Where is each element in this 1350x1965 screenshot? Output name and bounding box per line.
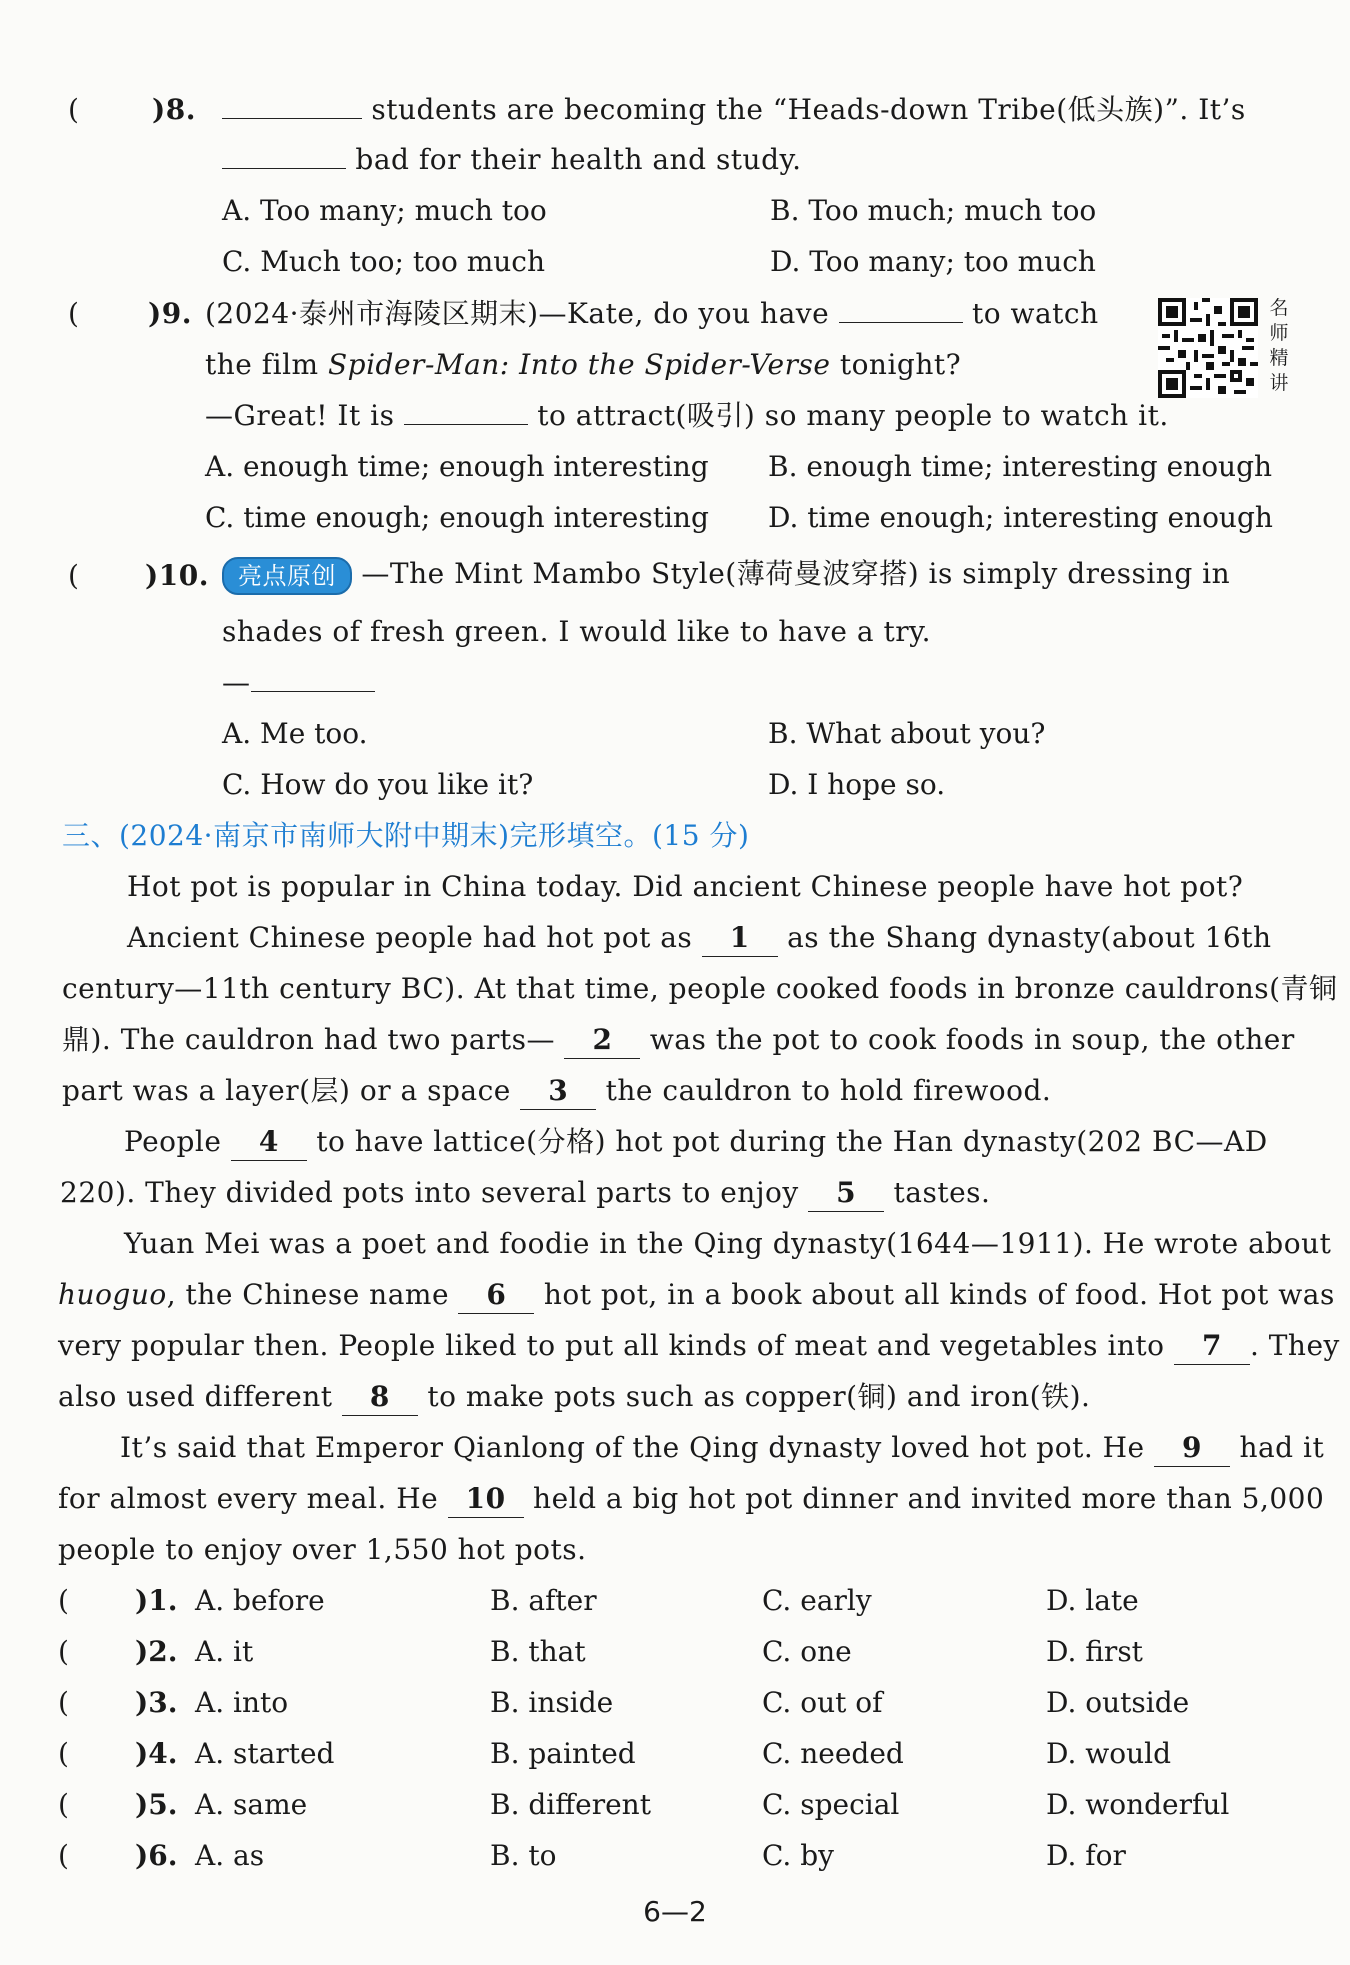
q9-text1b: to watch	[971, 297, 1099, 330]
q9-stem-line1	[205, 296, 1099, 332]
choice-option-b: B. to	[490, 1839, 557, 1872]
text: . They	[1249, 1329, 1340, 1362]
cloze-blank-3: 3	[520, 1073, 596, 1110]
text: to have lattice(分格) hot pot during the Han dynasty(202 BC—AD	[316, 1125, 1268, 1158]
choice-paren: (	[58, 1686, 69, 1719]
text: held a big hot pot dinner and invited more than 5,000	[533, 1482, 1325, 1515]
choice-number: )3.	[135, 1686, 178, 1719]
answer-blank	[251, 665, 375, 692]
choice-option-b: B. that	[490, 1635, 586, 1668]
side-char: 精	[1269, 347, 1289, 369]
dash: —	[222, 666, 251, 699]
passage-line	[120, 1430, 1324, 1467]
choice-option-c: C. needed	[762, 1737, 904, 1770]
choice-option-b: B. inside	[490, 1686, 614, 1719]
choice-option-b: B. after	[490, 1584, 597, 1617]
q9-stem-line2	[205, 347, 961, 383]
q9-option-a: A. enough time; enough interesting	[205, 450, 709, 483]
choice-paren: (	[58, 1788, 69, 1821]
side-char: 师	[1269, 322, 1289, 344]
choice-option-a: A. it	[195, 1635, 254, 1668]
choice-option-c: C. early	[762, 1584, 872, 1617]
passage-line	[58, 1277, 1335, 1314]
text: 鼎). The cauldron had two parts—	[62, 1023, 556, 1056]
text: part was a layer(层) or a space	[62, 1074, 511, 1107]
answer-blank	[839, 296, 963, 323]
choice-number: )6.	[135, 1839, 178, 1872]
q8-option-d: D. Too many; too much	[770, 245, 1096, 278]
choice-option-b: B. painted	[490, 1737, 636, 1770]
choice-paren: (	[58, 1635, 69, 1668]
q10-option-b: B. What about you?	[768, 717, 1046, 750]
choice-option-c: C. special	[762, 1788, 900, 1821]
teacher-lecture-label	[1266, 296, 1292, 396]
q8-paren: (	[68, 93, 80, 126]
text: was the pot to cook foods in soup, the other	[649, 1023, 1295, 1056]
q9-text2a: the film	[205, 348, 319, 381]
choice-option-d: D. would	[1046, 1737, 1171, 1770]
answer-blank	[222, 92, 362, 119]
choice-option-d: D. first	[1046, 1635, 1143, 1668]
text: hot pot, in a book about all kinds of food. Hot pot was	[543, 1278, 1335, 1311]
q9-text3a: —Great! It is	[205, 399, 395, 432]
cloze-blank-4: 4	[231, 1124, 307, 1161]
q10-text1: —The Mint Mambo Style(薄荷曼波穿搭) is simply dressing in	[361, 557, 1231, 590]
cloze-blank-2: 2	[564, 1022, 640, 1059]
cloze-blank-9: 9	[1154, 1430, 1230, 1467]
side-char: 讲	[1269, 372, 1289, 394]
cloze-blank-1: 1	[702, 920, 778, 957]
choice-option-a: A. before	[195, 1584, 325, 1617]
q9-film-title: Spider-Man: Into the Spider-Verse	[328, 348, 831, 381]
q8-stem-line1	[222, 92, 1246, 128]
choice-number: )4.	[135, 1737, 178, 1770]
passage-line	[58, 1328, 1340, 1365]
cloze-blank-6: 6	[458, 1277, 534, 1314]
text: to make pots such as copper(铜) and iron(铁).	[427, 1380, 1091, 1413]
q9-number: )9.	[148, 297, 192, 330]
passage-line	[124, 1124, 1268, 1161]
passage-line: century—11th century BC). At that time, people cooked foods in bronze cauldrons(青铜	[62, 972, 1338, 1005]
passage-line	[62, 1022, 1295, 1059]
text: very popular then. People liked to put all kinds of meat and vegetables into	[58, 1329, 1165, 1362]
text: for almost every meal. He	[58, 1482, 439, 1515]
q9-option-c: C. time enough; enough interesting	[205, 501, 709, 534]
passage-line: Yuan Mei was a poet and foodie in the Qing dynasty(1644—1911). He wrote about	[124, 1227, 1332, 1260]
cloze-blank-8: 8	[342, 1379, 418, 1416]
choice-option-a: A. into	[195, 1686, 289, 1719]
q10-stem-line1	[222, 556, 1230, 595]
answer-blank	[222, 142, 346, 169]
text: as the Shang dynasty(about 16th	[787, 921, 1272, 954]
q9-option-d: D. time enough; interesting enough	[768, 501, 1273, 534]
cloze-blank-10: 10	[448, 1481, 524, 1518]
text: It’s said that Emperor Qianlong of the Qing dynasty loved hot pot. He	[120, 1431, 1145, 1464]
passage-line	[127, 920, 1272, 957]
text: tastes.	[893, 1176, 991, 1209]
choice-number: )2.	[135, 1635, 178, 1668]
answer-blank	[404, 398, 528, 425]
choice-option-d: D. late	[1046, 1584, 1139, 1617]
passage-line: people to enjoy over 1,550 hot pots.	[58, 1533, 587, 1566]
q10-option-c: C. How do you like it?	[222, 768, 534, 801]
q10-stem-line3	[222, 665, 375, 701]
q8-option-b: B. Too much; much too	[770, 194, 1097, 227]
choice-option-a: A. same	[195, 1788, 308, 1821]
passage-line	[62, 1073, 1051, 1110]
q9-option-b: B. enough time; interesting enough	[768, 450, 1273, 483]
q10-number: )10.	[145, 559, 209, 592]
choice-option-d: D. outside	[1046, 1686, 1190, 1719]
choice-option-c: C. one	[762, 1635, 852, 1668]
text: Ancient Chinese people had hot pot as	[127, 921, 693, 954]
q8-stem-line2	[222, 142, 802, 178]
q9-text2b: tonight?	[839, 348, 962, 381]
q8-number: )8.	[152, 93, 196, 126]
q10-option-d: D. I hope so.	[768, 768, 946, 801]
q9-paren: (	[68, 297, 80, 330]
choice-paren: (	[58, 1839, 69, 1872]
text: , the Chinese name	[166, 1278, 450, 1311]
text: had it	[1239, 1431, 1325, 1464]
passage-line	[58, 1481, 1324, 1518]
q8-option-c: C. Much too; too much	[222, 245, 546, 278]
q10-stem-line2: shades of fresh green. I would like to have a try.	[222, 615, 932, 648]
q10-paren: (	[68, 559, 80, 592]
choice-option-a: A. as	[195, 1839, 265, 1872]
q8-option-a: A. Too many; much too	[222, 194, 547, 227]
side-char: 名	[1269, 297, 1289, 319]
choice-paren: (	[58, 1737, 69, 1770]
choice-paren: (	[58, 1584, 69, 1617]
choice-option-c: C. out of	[762, 1686, 883, 1719]
passage-line	[60, 1175, 990, 1212]
choice-option-b: B. different	[490, 1788, 651, 1821]
cloze-blank-7: 7	[1174, 1328, 1250, 1365]
original-badge: 亮点原创	[222, 557, 352, 595]
section-heading: 三、(2024·南京市南师大附中期末)完形填空。(15 分)	[62, 819, 750, 852]
italic-word: huoguo	[58, 1278, 167, 1311]
q8-text1: students are becoming the “Heads-down Tribe(低头族)”. It’s	[371, 93, 1246, 126]
choice-option-d: D. for	[1046, 1839, 1126, 1872]
qr-code-icon[interactable]	[1158, 298, 1258, 398]
choice-number: )1.	[135, 1584, 178, 1617]
text: 220). They divided pots into several parts to enjoy	[60, 1176, 799, 1209]
text: People	[124, 1125, 222, 1158]
cloze-blank-5: 5	[808, 1175, 884, 1212]
choice-number: )5.	[135, 1788, 178, 1821]
q8-text2: bad for their health and study.	[355, 143, 802, 176]
choice-option-a: A. started	[195, 1737, 335, 1770]
choice-option-c: C. by	[762, 1839, 834, 1872]
page-number: 6—2	[643, 1895, 707, 1928]
text: the cauldron to hold firewood.	[605, 1074, 1052, 1107]
choice-option-d: D. wonderful	[1046, 1788, 1230, 1821]
q9-text3b: to attract(吸引) so many people to watch it.	[537, 399, 1169, 432]
passage-line	[58, 1379, 1090, 1416]
q9-source: (2024·泰州市海陵区期末)—Kate, do you have	[205, 297, 830, 330]
text: also used different	[58, 1380, 333, 1413]
q9-stem-line3	[205, 398, 1169, 434]
q10-option-a: A. Me too.	[222, 717, 368, 750]
passage-line: Hot pot is popular in China today. Did ancient Chinese people have hot pot?	[127, 870, 1244, 903]
